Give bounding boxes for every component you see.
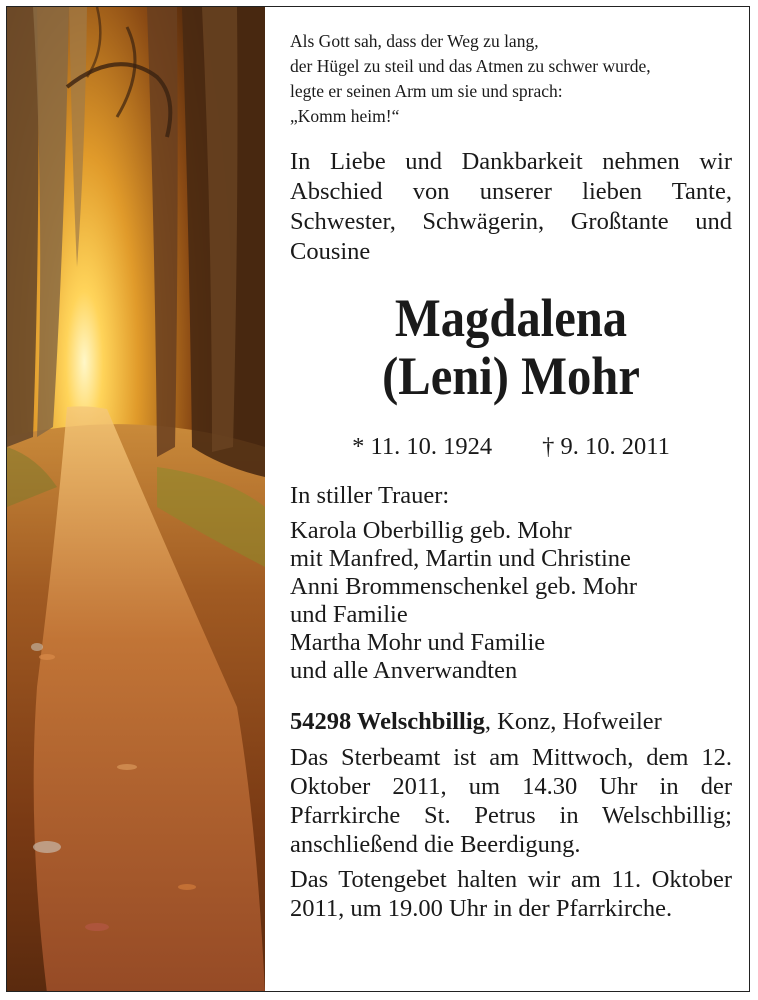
life-dates: [290, 433, 732, 461]
postal-town: 54298 Welschbillig: [290, 708, 485, 735]
service-info: Das Sterbeamt ist am Mittwoch, dem 12. Oktober 2011, um 14.30 Uhr in der Pfarrkirche St. Petrus in Welschbillig; anschließend die Beerdigung.: [290, 744, 732, 858]
verse-line: legte er seinen Arm um sie und sprach:: [290, 81, 563, 101]
other-places: , Konz, Hofweiler: [484, 708, 662, 735]
mourning-title: In stiller Trauer:: [290, 482, 450, 509]
verse-line: der Hügel zu steil und das Atmen zu schwer wurde,: [290, 56, 651, 76]
mourner-line: Martha Mohr und Familie: [290, 629, 546, 656]
mourner-line: mit Manfred, Martin und Christine: [290, 545, 631, 572]
forest-path-image: [7, 7, 265, 991]
verse-line: Als Gott sah, dass der Weg zu lang,: [290, 31, 539, 51]
birth-date: * 11. 10. 1924: [352, 433, 493, 460]
mourners-list: [290, 517, 732, 685]
memorial-verse: [290, 29, 732, 129]
farewell-intro: In Liebe und Dankbarkeit nehmen wir Abschied von unserer lieben Tante, Schwester, Schwägerin, Großtante und Cousine: [290, 148, 732, 265]
place-line: [290, 707, 732, 737]
deceased-first-name: Magdalena: [394, 288, 628, 348]
death-date: † 9. 10. 2011: [542, 433, 670, 460]
mourner-line: und alle Anverwandten: [290, 657, 518, 684]
mourner-line: Anni Brommenschenkel geb. Mohr: [290, 573, 638, 600]
obituary-text: [290, 29, 732, 923]
deceased-last-name: (Leni) Mohr: [382, 346, 640, 406]
obituary-notice: [6, 6, 750, 992]
mourner-line: Karola Oberbillig geb. Mohr: [290, 517, 572, 544]
forest-path-illustration: [7, 7, 265, 992]
deceased-name: [312, 289, 710, 405]
mourner-line: und Familie: [290, 601, 408, 628]
prayer-info: Das Totengebet halten wir am 11. Oktober 2011, um 19.00 Uhr in der Pfarrkirche.: [290, 866, 732, 922]
verse-line: „Komm heim!“: [290, 106, 400, 126]
